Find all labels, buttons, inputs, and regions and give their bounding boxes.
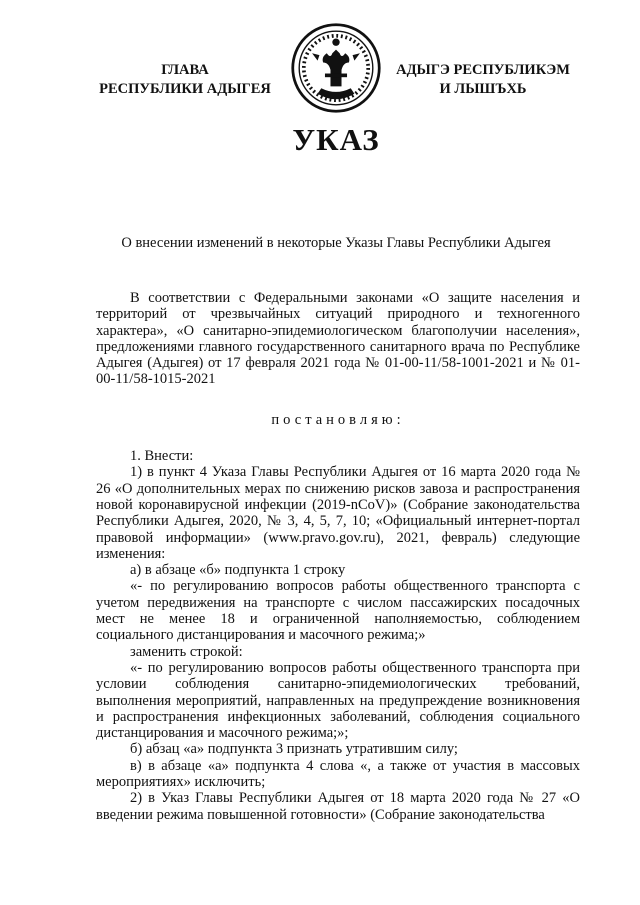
paragraph: б) абзац «а» подпункта 3 признать утратившим силу;: [130, 741, 458, 758]
decree-word: постановляю:: [271, 411, 405, 428]
paragraph: «- по регулированию вопросов работы общественного транспорта при условии соблюдения санитарно-эпидемиологических требований, выполнения мероприятий, направленных на предупреждение возникновения и распространения инфекционных заболеваний, соблюдения социального дистанцирования и масочного режима;»;: [96, 659, 580, 742]
paragraph: в) в абзаце «а» подпункта 4 слова «, а также от участия в массовых мероприятиях» исключить;: [96, 757, 580, 791]
issuer-name-adyghe: [383, 61, 583, 99]
coat-of-arms-icon: [290, 22, 382, 114]
issuer-line-2-adyghe: И ЛЫШЪХЬ: [439, 81, 527, 97]
issuer-line-2: РЕСПУБЛИКИ АДЫГЕЯ: [99, 81, 271, 97]
paragraph: «- по регулированию вопросов работы общественного транспорта с учетом передвижения на транспорте с числом пассажирских посадочных мест не менее 18 и ограниченной наполняемостью, соблюдением социального дистанцирования и масочного режима;»: [96, 578, 580, 644]
issuer-line-1: ГЛАВА: [161, 62, 209, 78]
paragraph: 2) в Указ Главы Республики Адыгея от 18 марта 2020 года № 27 «О введении режима повышенной готовности» (Собрание законодательства: [96, 790, 580, 823]
issuer-line-1-adyghe: АДЫГЭ РЕСПУБЛИКЭМ: [396, 62, 570, 78]
paragraph: заменить строкой:: [130, 643, 243, 660]
paragraph: а) в абзаце «б» подпункта 1 строку: [130, 562, 346, 579]
document-body: [96, 290, 580, 823]
document-title: УКАЗ: [292, 122, 380, 157]
document-subject: О внесении изменений в некоторые Указы Главы Республики Адыгея: [121, 235, 551, 251]
paragraph: 1. Внести:: [130, 448, 194, 465]
issuer-name-russian: [85, 61, 285, 99]
preamble-paragraph: В соответствии с Федеральными законами «О защите населения и территорий от чрезвычайных ситуаций природного и техногенного характера», «О санитарно-эпидемиологическом благополучии населения», предложениями главного государственного санитарного врача по Республике Адыгея (Адыгея) от 17 февраля 2021 года № 01-00-11/58-1001-2021 и № 01-00-11/58-1015-2021: [96, 290, 580, 388]
paragraph: 1) в пункт 4 Указа Главы Республики Адыгея от 16 марта 2020 года № 26 «О дополнительных мерах по снижению рисков завоза и распространения новой коронавирусной инфекции (2019-nCoV)» (Собрание законодательства Республики Адыгея, 2020, № 3, 4, 5, 7, 10; «Официальный интернет-портал правовой информации» (www.pravo.gov.ru), 2021, февраль) следующие изменения:: [96, 464, 580, 562]
